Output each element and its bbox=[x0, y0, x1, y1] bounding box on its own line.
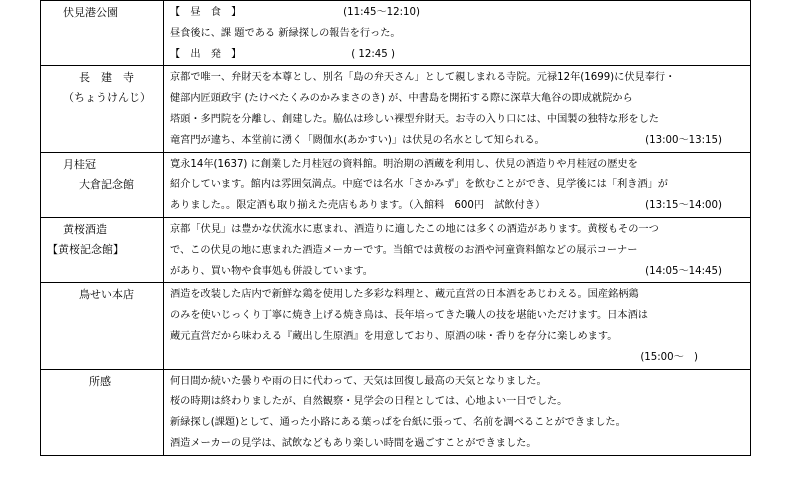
desc-line bbox=[164, 3, 750, 24]
place-cell bbox=[41, 152, 164, 217]
desc-text: 竜宮門が違ち、本堂前に湧く「閼伽水(あかすい)」は伏見の名水として知られる。 bbox=[170, 134, 545, 146]
table-row bbox=[41, 217, 751, 282]
place-subname: 【黄桜記念館】 bbox=[47, 242, 124, 256]
time-range: (11:45～12:10) bbox=[343, 7, 420, 18]
desc-line: 酒造メーカーの見学は、試飲などもあり楽しい時間を過ごすことができました。 bbox=[170, 437, 537, 449]
table-row bbox=[41, 1, 751, 66]
desc-text: があり、買い物や食事処も併設しています。 bbox=[170, 265, 373, 277]
place-name: 黄桜酒造 bbox=[63, 222, 107, 236]
desc-line: 蔵元直営だから味わえる『蔵出し生原酒』を用意しており、原酒の味・香りを存分に楽しめます。 bbox=[170, 330, 618, 342]
section-heading: 【 出 発 】 bbox=[170, 48, 242, 60]
desc-line: 塔頭・多門院を分離し、創建した。脇仏は珍しい裸型弁財天。お寺の入り口には、中国製の独特な形をした bbox=[170, 113, 659, 125]
desc-line: 新緑探し(課題)として、通った小路にある葉っぱを台紙に張って、名前を調べることができました。 bbox=[170, 417, 626, 429]
table-row bbox=[41, 283, 751, 369]
description-cell bbox=[164, 369, 751, 455]
desc-line bbox=[164, 262, 750, 283]
place-name: 鳥せい本店 bbox=[79, 288, 134, 302]
desc-line: のみを使いじっくり丁寧に焼き上げる焼き鳥は、長年培ってきた職人の技を堪能いただけます。日本酒は bbox=[170, 310, 648, 322]
report-sheet bbox=[40, 0, 750, 456]
time-range: ( 12:45 ) bbox=[351, 48, 395, 60]
table-row bbox=[41, 152, 751, 217]
place-cell bbox=[41, 66, 164, 152]
time-range: (14:05～14:45) bbox=[645, 265, 722, 277]
desc-line: 紹介しています。館内は雰囲気満点。中庭では名水「さかみず」を飲むことができ、見学後には「利き酒」が bbox=[170, 179, 668, 191]
place-cell bbox=[41, 369, 164, 455]
section-heading: 【 昼 食 】 bbox=[170, 7, 242, 18]
desc-line bbox=[164, 131, 750, 152]
description-cell bbox=[164, 1, 751, 66]
desc-line: 昼食後に、課 題である 新緑探しの報告を行った。 bbox=[170, 27, 401, 39]
place-name: 伏見港公園 bbox=[63, 6, 118, 19]
desc-line: 何日間か続いた曇りや雨の日に代わって、天気は回復し最高の天気となりました。 bbox=[170, 375, 547, 387]
table-row bbox=[41, 369, 751, 455]
time-range: (13:00～13:15) bbox=[645, 134, 722, 146]
desc-line bbox=[164, 45, 750, 66]
table-row bbox=[41, 66, 751, 152]
desc-line: 京都で唯一、弁財天を本尊とし、別名「島の弁天さん」として親しまれる寺院。元禄12年(1699)に伏見奉行・ bbox=[170, 72, 676, 84]
place-cell bbox=[41, 217, 164, 282]
desc-line: 酒造を改装した店内で新鮮な鶏を使用した多彩な料理と、蔵元直営の日本酒をあじわえる。国産銘柄鶏 bbox=[170, 289, 639, 301]
place-name: 月桂冠 bbox=[63, 157, 96, 171]
place-reading: （ちょうけんじ） bbox=[63, 91, 151, 105]
description-cell bbox=[164, 283, 751, 369]
desc-line bbox=[164, 348, 750, 369]
place-subname: 大倉記念館 bbox=[79, 177, 134, 191]
time-range: (13:15～14:00) bbox=[645, 200, 722, 212]
desc-line: で、この伏見の地に恵まれた酒造メーカーです。当館では黄桜のお酒や河童資料館などの展示コーナー bbox=[170, 244, 638, 256]
place-cell bbox=[41, 283, 164, 369]
description-cell bbox=[164, 152, 751, 217]
desc-line bbox=[164, 196, 750, 217]
desc-text: ありました。。限定酒も取り揃えた売店もあります。（入館料 600円 試飲付き） bbox=[170, 200, 546, 212]
time-range: (15:00～ ) bbox=[640, 351, 698, 363]
desc-line: 健部内匠頭政宇 (たけべたくみのかみまさのき) が、中書島を開拓する際に深草大亀谷の即成就院から bbox=[170, 93, 633, 105]
description-cell bbox=[164, 217, 751, 282]
itinerary-table bbox=[40, 0, 751, 456]
desc-line: 桜の時期は終わりましたが、自然観察・見学会の日程としては、心地よい一日でした。 bbox=[170, 396, 568, 408]
description-cell bbox=[164, 66, 751, 152]
place-name: 長 建 寺 bbox=[79, 71, 134, 85]
desc-line: 京都「伏見」は豊かな伏流水に恵まれ、酒造りに適したこの地には多くの酒造があります。黄桜もその一つ bbox=[170, 223, 659, 235]
desc-line: 寛永14年(1637) に創業した月桂冠の資料館。明治期の酒蔵を利用し、伏見の酒造りや月桂冠の歴史を bbox=[170, 158, 638, 170]
place-cell bbox=[41, 1, 164, 66]
impressions-label: 所感 bbox=[89, 374, 111, 388]
